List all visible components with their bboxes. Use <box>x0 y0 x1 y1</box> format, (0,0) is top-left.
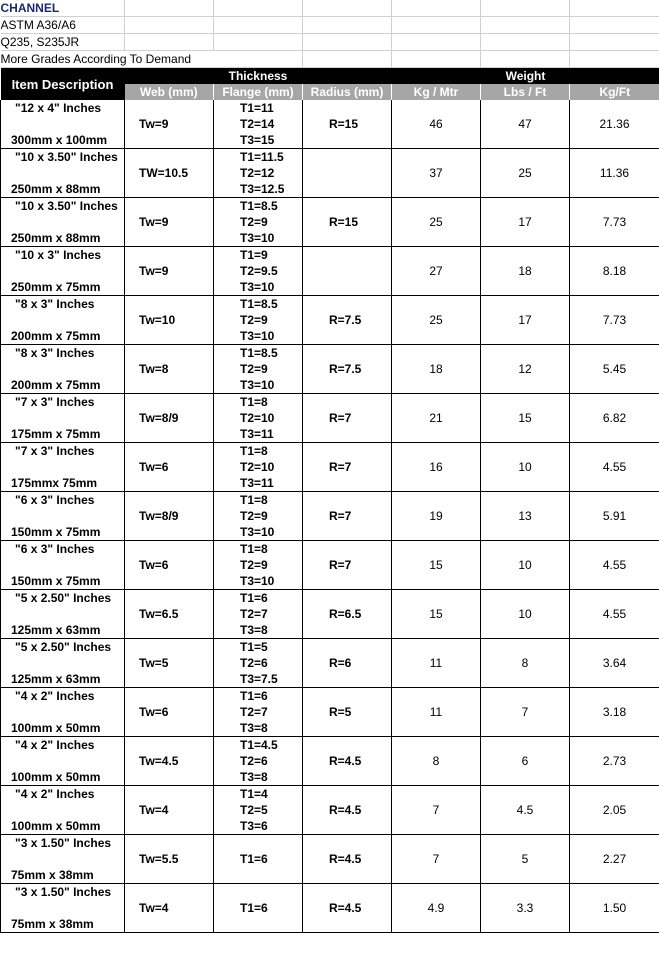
kg-per-ft[interactable]: 6.82 <box>570 410 659 426</box>
kg-per-ft[interactable]: 4.55 <box>570 557 659 573</box>
flange-t3[interactable]: T3=6 <box>214 818 303 835</box>
flange-t1[interactable]: T1=6 <box>214 688 303 705</box>
grade-row-2 <box>1 34 659 51</box>
table-row <box>1 296 659 313</box>
item-size-mm[interactable]: 100mm x 50mm <box>1 769 125 786</box>
radius-value[interactable]: R=7 <box>303 410 392 426</box>
item-size-inches[interactable]: "10 x 3" Inches <box>1 247 125 264</box>
item-size-inches[interactable]: "7 x 3" Inches <box>1 443 125 460</box>
item-size-mm[interactable]: 100mm x 50mm <box>1 818 125 835</box>
table-row <box>1 573 659 590</box>
flange-t3[interactable]: T3=15 <box>214 132 303 149</box>
table-row <box>1 639 659 656</box>
web-thickness[interactable]: Tw=4 <box>125 900 214 916</box>
table-row <box>1 835 659 852</box>
flange-t1[interactable]: T1=8 <box>214 492 303 509</box>
kg-per-mtr[interactable]: 46 <box>392 116 481 132</box>
table-row <box>1 475 659 492</box>
flange-t1[interactable]: T1=4 <box>214 786 303 803</box>
radius-value[interactable] <box>303 263 392 279</box>
lbs-per-ft[interactable]: 17 <box>481 214 570 230</box>
web-thickness[interactable]: Tw=6 <box>125 459 214 475</box>
kg-per-mtr[interactable]: 8 <box>392 753 481 769</box>
lbs-per-ft[interactable]: 10 <box>481 557 570 573</box>
flange-t1[interactable]: T1=6 <box>214 590 303 607</box>
radius-value[interactable]: R=4.5 <box>303 802 392 818</box>
item-size-inches[interactable]: "10 x 3.50" Inches <box>1 198 125 215</box>
radius-header[interactable]: Radius (mm) <box>303 84 392 100</box>
kg-per-ft[interactable]: 4.55 <box>570 606 659 622</box>
table-row <box>1 328 659 345</box>
flange-t1[interactable]: T1=8 <box>214 443 303 460</box>
web-thickness[interactable]: Tw=10 <box>125 312 214 328</box>
lbs-per-ft[interactable]: 15 <box>481 410 570 426</box>
item-size-inches[interactable]: "8 x 3" Inches <box>1 296 125 313</box>
web-thickness[interactable]: Tw=9 <box>125 214 214 230</box>
lbs-per-ft[interactable]: 25 <box>481 165 570 181</box>
flange-t3[interactable]: T3=10 <box>214 230 303 247</box>
lbs-ft-header[interactable]: Lbs / Ft <box>481 84 570 100</box>
table-row <box>1 851 659 867</box>
table-row <box>1 132 659 149</box>
table-row <box>1 622 659 639</box>
flange-t1[interactable]: T1=11 <box>214 100 303 116</box>
flange-t3[interactable]: T3=11 <box>214 475 303 492</box>
table-row <box>1 786 659 803</box>
table-row <box>1 884 659 901</box>
kg-per-ft[interactable]: 2.27 <box>570 851 659 867</box>
flange-t2[interactable]: T2=9 <box>214 214 303 230</box>
table-row <box>1 688 659 705</box>
kg-per-mtr[interactable]: 25 <box>392 214 481 230</box>
kg-per-mtr[interactable]: 18 <box>392 361 481 377</box>
kg-per-mtr[interactable]: 21 <box>392 410 481 426</box>
table-row <box>1 541 659 558</box>
item-size-inches[interactable]: "5 x 2.50" Inches <box>1 639 125 656</box>
flange-t3[interactable]: T3=10 <box>214 377 303 394</box>
item-size-mm[interactable]: 150mm x 75mm <box>1 524 125 541</box>
table-row <box>1 116 659 132</box>
item-size-inches[interactable]: "3 x 1.50" Inches <box>1 884 125 901</box>
title-row <box>1 0 659 17</box>
kg-per-mtr[interactable]: 7 <box>392 851 481 867</box>
radius-value[interactable]: R=4.5 <box>303 900 392 916</box>
table-row <box>1 361 659 377</box>
note-row <box>1 51 659 68</box>
flange-t1[interactable]: T1=8.5 <box>214 198 303 215</box>
grades-note[interactable]: More Grades According To Demand <box>1 51 303 68</box>
item-size-inches[interactable]: "10 x 3.50" Inches <box>1 149 125 166</box>
web-thickness[interactable]: TW=10.5 <box>125 165 214 181</box>
item-size-mm[interactable]: 125mm x 63mm <box>1 622 125 639</box>
lbs-per-ft[interactable]: 47 <box>481 116 570 132</box>
lbs-per-ft[interactable]: 3.3 <box>481 900 570 916</box>
flange-t3[interactable] <box>214 867 303 884</box>
flange-t1[interactable]: T1=9 <box>214 247 303 264</box>
kg-per-mtr[interactable]: 11 <box>392 655 481 671</box>
web-thickness[interactable]: Tw=4 <box>125 802 214 818</box>
table-row <box>1 198 659 215</box>
flange-t3[interactable]: T3=10 <box>214 524 303 541</box>
flange-t1[interactable]: T1=11.5 <box>214 149 303 166</box>
item-size-mm[interactable]: 150mm x 75mm <box>1 573 125 590</box>
table-row <box>1 655 659 671</box>
flange-t3[interactable]: T3=10 <box>214 279 303 296</box>
web-thickness[interactable]: Tw=6 <box>125 557 214 573</box>
flange-t3[interactable]: T3=8 <box>214 622 303 639</box>
table-row <box>1 720 659 737</box>
kg-per-ft[interactable]: 5.91 <box>570 508 659 524</box>
item-size-mm[interactable]: 250mm x 88mm <box>1 230 125 247</box>
item-size-mm[interactable]: 175mmx 75mm <box>1 475 125 492</box>
table-row <box>1 508 659 524</box>
table-row <box>1 181 659 198</box>
flange-t3[interactable]: T3=7.5 <box>214 671 303 688</box>
radius-value[interactable]: R=4.5 <box>303 753 392 769</box>
kg-per-ft[interactable]: 2.73 <box>570 753 659 769</box>
table-row <box>1 459 659 475</box>
table-row <box>1 802 659 818</box>
item-size-mm[interactable]: 175mm x 75mm <box>1 426 125 443</box>
table-row <box>1 345 659 362</box>
item-size-mm[interactable]: 75mm x 38mm <box>1 867 125 884</box>
flange-t1[interactable] <box>214 835 303 852</box>
flange-t2[interactable]: T2=9 <box>214 361 303 377</box>
kg-per-mtr[interactable]: 25 <box>392 312 481 328</box>
lbs-per-ft[interactable]: 13 <box>481 508 570 524</box>
table-row <box>1 165 659 181</box>
grade-1[interactable]: ASTM A36/A6 <box>1 17 125 34</box>
flange-t2[interactable]: T1=6 <box>214 900 303 916</box>
flange-t2[interactable]: T2=12 <box>214 165 303 181</box>
table-row <box>1 606 659 622</box>
item-size-inches[interactable]: "7 x 3" Inches <box>1 394 125 411</box>
table-row <box>1 492 659 509</box>
flange-t3[interactable]: T3=8 <box>214 769 303 786</box>
lbs-per-ft[interactable]: 17 <box>481 312 570 328</box>
table-row <box>1 279 659 296</box>
item-size-mm[interactable]: 200mm x 75mm <box>1 328 125 345</box>
radius-value[interactable]: R=15 <box>303 116 392 132</box>
lbs-per-ft[interactable]: 4.5 <box>481 802 570 818</box>
table-row <box>1 443 659 460</box>
radius-value[interactable]: R=4.5 <box>303 851 392 867</box>
flange-t2[interactable]: T2=10 <box>214 410 303 426</box>
table-row <box>1 704 659 720</box>
kg-per-ft[interactable]: 8.18 <box>570 263 659 279</box>
table-row <box>1 100 659 116</box>
web-thickness[interactable]: Tw=6 <box>125 704 214 720</box>
kg-per-mtr[interactable]: 15 <box>392 557 481 573</box>
table-row <box>1 900 659 916</box>
table-row <box>1 524 659 541</box>
table-row <box>1 867 659 884</box>
table-row <box>1 557 659 573</box>
flange-t3[interactable]: T3=11 <box>214 426 303 443</box>
flange-t1[interactable] <box>214 884 303 901</box>
radius-value[interactable]: R=7 <box>303 508 392 524</box>
table-row <box>1 737 659 754</box>
table-row <box>1 426 659 443</box>
kg-per-ft[interactable]: 5.45 <box>570 361 659 377</box>
table-row <box>1 818 659 835</box>
item-size-inches[interactable]: "12 x 4" Inches <box>1 100 125 116</box>
table-row <box>1 312 659 328</box>
flange-t2[interactable]: T2=7 <box>214 704 303 720</box>
item-size-mm[interactable]: 75mm x 38mm <box>1 916 125 933</box>
web-header[interactable]: Web (mm) <box>125 84 214 100</box>
grade-2[interactable]: Q235, S235JR <box>1 34 125 51</box>
table-row <box>1 410 659 426</box>
web-thickness[interactable]: Tw=5 <box>125 655 214 671</box>
kg-per-mtr[interactable]: 19 <box>392 508 481 524</box>
table-row <box>1 671 659 688</box>
web-thickness[interactable]: Tw=9 <box>125 116 214 132</box>
flange-t3[interactable]: T3=10 <box>214 328 303 345</box>
kg-per-ft[interactable]: 1.50 <box>570 900 659 916</box>
radius-value[interactable] <box>303 165 392 181</box>
item-size-inches[interactable]: "6 x 3" Inches <box>1 541 125 558</box>
item-size-inches[interactable]: "4 x 2" Inches <box>1 786 125 803</box>
flange-t2[interactable]: T2=9.5 <box>214 263 303 279</box>
column-header-row-1 <box>1 68 659 85</box>
kg-ft-header[interactable]: Kg/Ft <box>570 84 659 100</box>
web-thickness[interactable]: Tw=9 <box>125 263 214 279</box>
table-row <box>1 590 659 607</box>
table-row <box>1 753 659 769</box>
radius-value[interactable]: R=7.5 <box>303 361 392 377</box>
flange-t2[interactable]: T2=14 <box>214 116 303 132</box>
table-row <box>1 394 659 411</box>
flange-t2[interactable]: T2=7 <box>214 606 303 622</box>
item-size-mm[interactable]: 100mm x 50mm <box>1 720 125 737</box>
radius-value[interactable]: R=7 <box>303 557 392 573</box>
table-row <box>1 377 659 394</box>
flange-t1[interactable]: T1=4.5 <box>214 737 303 754</box>
radius-value[interactable]: R=6.5 <box>303 606 392 622</box>
lbs-per-ft[interactable]: 7 <box>481 704 570 720</box>
lbs-per-ft[interactable]: 5 <box>481 851 570 867</box>
flange-t3[interactable]: T3=12.5 <box>214 181 303 198</box>
radius-value[interactable]: R=7.5 <box>303 312 392 328</box>
kg-per-mtr[interactable]: 16 <box>392 459 481 475</box>
item-size-inches[interactable]: "5 x 2.50" Inches <box>1 590 125 607</box>
kg-per-ft[interactable]: 3.64 <box>570 655 659 671</box>
table-row <box>1 230 659 247</box>
kg-per-mtr[interactable]: 27 <box>392 263 481 279</box>
flange-t2[interactable]: T1=6 <box>214 851 303 867</box>
flange-t1[interactable]: T1=5 <box>214 639 303 656</box>
lbs-per-ft[interactable]: 10 <box>481 606 570 622</box>
lbs-per-ft[interactable]: 18 <box>481 263 570 279</box>
web-thickness[interactable]: Tw=4.5 <box>125 753 214 769</box>
item-size-mm[interactable]: 300mm x 100mm <box>1 132 125 149</box>
web-thickness[interactable]: Tw=8/9 <box>125 410 214 426</box>
flange-t2[interactable]: T2=9 <box>214 557 303 573</box>
lbs-per-ft[interactable]: 10 <box>481 459 570 475</box>
flange-t2[interactable]: T2=6 <box>214 753 303 769</box>
flange-t2[interactable]: T2=9 <box>214 312 303 328</box>
item-size-inches[interactable]: "8 x 3" Inches <box>1 345 125 362</box>
kg-per-mtr[interactable]: 11 <box>392 704 481 720</box>
flange-t1[interactable]: T1=8 <box>214 394 303 411</box>
kg-per-ft[interactable]: 7.73 <box>570 312 659 328</box>
web-thickness[interactable]: Tw=5.5 <box>125 851 214 867</box>
item-size-inches[interactable]: "4 x 2" Inches <box>1 688 125 705</box>
flange-header[interactable]: Flange (mm) <box>214 84 303 100</box>
item-size-mm[interactable]: 250mm x 75mm <box>1 279 125 296</box>
lbs-per-ft[interactable]: 8 <box>481 655 570 671</box>
kg-per-ft[interactable]: 4.55 <box>570 459 659 475</box>
item-description-header[interactable]: Item Description <box>1 68 125 101</box>
web-thickness[interactable]: Tw=8 <box>125 361 214 377</box>
flange-t1[interactable]: T1=8.5 <box>214 345 303 362</box>
flange-t3[interactable]: T3=10 <box>214 573 303 590</box>
web-thickness[interactable]: Tw=6.5 <box>125 606 214 622</box>
table-row <box>1 769 659 786</box>
radius-value[interactable]: R=6 <box>303 655 392 671</box>
table-row <box>1 247 659 264</box>
table-row <box>1 916 659 933</box>
flange-t2[interactable]: T2=5 <box>214 802 303 818</box>
table-row <box>1 263 659 279</box>
flange-t2[interactable]: T2=6 <box>214 655 303 671</box>
thickness-header[interactable]: Thickness <box>125 68 392 85</box>
kg-per-mtr[interactable]: 4.9 <box>392 900 481 916</box>
kg-per-mtr[interactable]: 7 <box>392 802 481 818</box>
table-row <box>1 149 659 166</box>
table-row <box>1 214 659 230</box>
item-size-mm[interactable]: 200mm x 75mm <box>1 377 125 394</box>
radius-value[interactable]: R=7 <box>303 459 392 475</box>
kg-per-ft[interactable]: 11.36 <box>570 165 659 181</box>
item-size-mm[interactable]: 250mm x 88mm <box>1 181 125 198</box>
kg-per-ft[interactable]: 21.36 <box>570 116 659 132</box>
radius-value[interactable]: R=5 <box>303 704 392 720</box>
grade-row-1 <box>1 17 659 34</box>
item-size-inches[interactable]: "6 x 3" Inches <box>1 492 125 509</box>
kg-per-mtr[interactable]: 37 <box>392 165 481 181</box>
kg-mtr-header[interactable]: Kg / Mtr <box>392 84 481 100</box>
kg-per-ft[interactable]: 7.73 <box>570 214 659 230</box>
radius-value[interactable]: R=15 <box>303 214 392 230</box>
sheet-title[interactable]: CHANNEL <box>1 0 125 17</box>
lbs-per-ft[interactable]: 6 <box>481 753 570 769</box>
flange-t3[interactable]: T3=8 <box>214 720 303 737</box>
flange-t3[interactable] <box>214 916 303 933</box>
flange-t1[interactable]: T1=8 <box>214 541 303 558</box>
kg-per-ft[interactable]: 3.18 <box>570 704 659 720</box>
weight-header[interactable]: Weight <box>392 68 659 85</box>
kg-per-mtr[interactable]: 15 <box>392 606 481 622</box>
kg-per-ft[interactable]: 2.05 <box>570 802 659 818</box>
item-size-inches[interactable]: "4 x 2" Inches <box>1 737 125 754</box>
flange-t2[interactable]: T2=10 <box>214 459 303 475</box>
flange-t2[interactable]: T2=9 <box>214 508 303 524</box>
web-thickness[interactable]: Tw=8/9 <box>125 508 214 524</box>
item-size-inches[interactable]: "3 x 1.50" Inches <box>1 835 125 852</box>
flange-t1[interactable]: T1=8.5 <box>214 296 303 313</box>
lbs-per-ft[interactable]: 12 <box>481 361 570 377</box>
item-size-mm[interactable]: 125mm x 63mm <box>1 671 125 688</box>
